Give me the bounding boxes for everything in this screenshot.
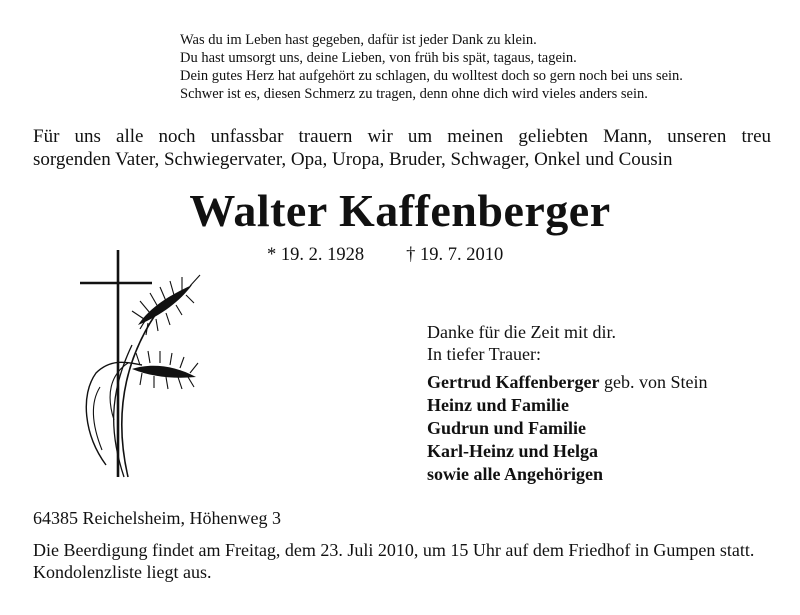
mourner-widow xyxy=(427,371,707,394)
widow-maiden-name: geb. von Stein xyxy=(599,372,708,392)
mourner-entry: Gudrun und Familie xyxy=(427,418,587,438)
intro-line: sorgenden Vater, Schwiegervater, Opa, Uropa, Bruder, Schwager, Onkel und Cousin xyxy=(33,149,673,170)
thanks-line: Danke für die Zeit mit dir. xyxy=(427,322,616,342)
poem-line: Du hast umsorgt uns, deine Lieben, von früh bis spät, tagaus, tagein. xyxy=(180,50,577,66)
family-address: 64385 Reichelsheim, Höhenweg 3 xyxy=(33,508,281,528)
death-date: † 19. 7. 2010 xyxy=(406,245,504,265)
cross-with-wheat-icon xyxy=(70,245,210,480)
poem-line: Dein gutes Herz hat aufgehört zu schlagen, du wolltest doch so gern noch bei uns sein. xyxy=(180,68,683,84)
mourning-heading: In tiefer Trauer: xyxy=(427,344,541,364)
life-dates xyxy=(267,244,503,266)
widow-name: Gertrud Kaffenberger xyxy=(427,372,600,392)
mourner-entry: sowie alle Angehörigen xyxy=(427,464,603,484)
mourning-intro xyxy=(33,125,771,171)
memorial-poem xyxy=(180,31,780,103)
intro-line: Für uns alle noch unfassbar trauern wir um meinen geliebten Mann, unseren treu xyxy=(33,126,771,147)
birth-date: * 19. 2. 1928 xyxy=(267,245,365,265)
poem-line: Was du im Leben hast gegeben, dafür ist jeder Dank zu klein. xyxy=(180,32,537,48)
funeral-details: Die Beerdigung findet am Freitag, dem 23. Juli 2010, um 15 Uhr auf dem Friedhof in Gumpen statt. Kondolenzliste liegt aus. xyxy=(33,540,755,582)
poem-line: Schwer ist es, diesen Schmerz zu tragen, denn ohne dich wird vieles anders sein. xyxy=(180,86,648,102)
mourner-entry: Karl-Heinz und Helga xyxy=(427,441,598,461)
thanks-block xyxy=(427,321,616,365)
deceased-name: Walter Kaffenberger xyxy=(189,185,611,236)
mourner-entry: Heinz und Familie xyxy=(427,395,570,415)
mourners-list xyxy=(427,371,707,486)
